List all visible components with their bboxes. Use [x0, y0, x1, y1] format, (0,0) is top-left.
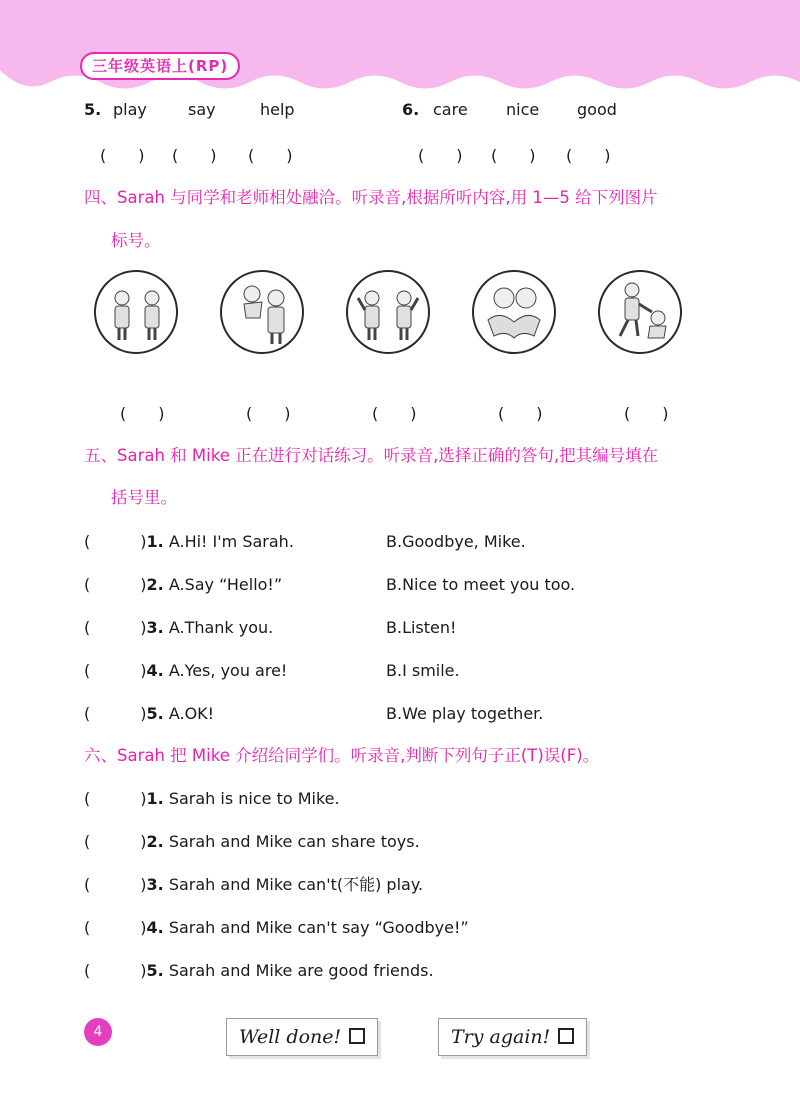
option-b: B.Listen! — [386, 618, 457, 637]
answer-paren[interactable]: ( ) — [498, 404, 543, 423]
try-again-label: Try again! — [451, 1026, 551, 1048]
section-five-title-line1: 五、Sarah 和 Mike 正在进行对话练习。听录音,选择正确的答句,把其编号填在 — [84, 446, 659, 465]
question-number: 5. — [84, 100, 102, 119]
well-done-label: Well done! — [239, 1026, 342, 1048]
statement: Sarah and Mike can't(不能) play. — [168, 875, 424, 894]
word: play — [113, 100, 147, 119]
open-bracket: ( — [84, 704, 91, 723]
section-four-title-line2: 标号。 — [111, 231, 161, 250]
checkbox-icon[interactable] — [349, 1028, 365, 1044]
answer-paren[interactable]: ( ) — [372, 404, 417, 423]
open-bracket: ( — [84, 918, 91, 937]
list-item — [84, 617, 457, 639]
list-item — [84, 574, 576, 596]
list-item — [84, 960, 434, 982]
open-bracket: ( — [84, 532, 91, 551]
close-bracket: ) — [140, 832, 147, 851]
kids-whispering-icon — [222, 272, 302, 352]
word: say — [188, 100, 216, 119]
open-bracket: ( — [84, 575, 91, 594]
close-bracket: ) — [140, 704, 147, 723]
grade-tag: 三年级英语上(RP) — [80, 52, 240, 80]
item-number: 3. — [146, 875, 164, 894]
open-bracket: ( — [84, 618, 91, 637]
option-a: A.Hi! I'm Sarah. — [168, 532, 294, 551]
item-number: 1. — [146, 532, 164, 551]
two-kids-standing-icon — [96, 272, 176, 352]
list-item — [84, 874, 423, 896]
checkbox-icon[interactable] — [558, 1028, 574, 1044]
close-bracket: ) — [140, 618, 147, 637]
answer-paren[interactable]: ( ) — [491, 146, 536, 165]
kids-sharing-book-icon — [474, 272, 554, 352]
answer-paren[interactable]: ( ) — [624, 404, 669, 423]
close-bracket: ) — [140, 661, 147, 680]
question-5 — [84, 100, 111, 119]
question-6 — [402, 100, 429, 119]
answer-paren[interactable]: ( ) — [172, 146, 217, 165]
item-number: 4. — [146, 918, 164, 937]
close-bracket: ) — [140, 918, 147, 937]
item-number: 2. — [146, 832, 164, 851]
option-b: B.We play together. — [386, 704, 544, 723]
question-number: 6. — [402, 100, 420, 119]
item-number: 2. — [146, 575, 164, 594]
list-item — [84, 703, 544, 725]
option-b: B.Goodbye, Mike. — [386, 532, 526, 551]
picture-5 — [598, 270, 682, 354]
option-b: B.I smile. — [386, 661, 460, 680]
list-item — [84, 660, 460, 682]
word: help — [260, 100, 295, 119]
picture-2 — [220, 270, 304, 354]
word: nice — [506, 100, 540, 119]
item-number: 5. — [146, 961, 164, 980]
option-a: A.Say “Hello!” — [168, 575, 283, 594]
picture-1 — [94, 270, 178, 354]
option-a: A.Yes, you are! — [168, 661, 288, 680]
section-four-title-line1: 四、Sarah 与同学和老师相处融洽。听录音,根据所听内容,用 1—5 给下列图片 — [84, 188, 658, 207]
section-five-title-line2: 括号里。 — [111, 488, 177, 507]
word: care — [433, 100, 468, 119]
open-bracket: ( — [84, 832, 91, 851]
answer-paren[interactable]: ( ) — [248, 146, 293, 165]
list-item — [84, 917, 469, 939]
close-bracket: ) — [140, 575, 147, 594]
page-number: 4 — [84, 1018, 112, 1046]
list-item — [84, 831, 420, 853]
item-number: 5. — [146, 704, 164, 723]
word: good — [577, 100, 617, 119]
open-bracket: ( — [84, 661, 91, 680]
list-item — [84, 788, 340, 810]
open-bracket: ( — [84, 789, 91, 808]
item-number: 4. — [146, 661, 164, 680]
answer-paren[interactable]: ( ) — [566, 146, 611, 165]
option-a: A.Thank you. — [168, 618, 274, 637]
item-number: 3. — [146, 618, 164, 637]
option-b: B.Nice to meet you too. — [386, 575, 576, 594]
open-bracket: ( — [84, 961, 91, 980]
statement: Sarah and Mike are good friends. — [168, 961, 434, 980]
option-a: A.OK! — [168, 704, 215, 723]
kid-helping-friend-icon — [600, 272, 680, 352]
item-number: 1. — [146, 789, 164, 808]
statement: Sarah and Mike can share toys. — [168, 832, 420, 851]
section-six-title: 六、Sarah 把 Mike 介绍给同学们。听录音,判断下列句子正(T)误(F)。 — [84, 746, 600, 765]
close-bracket: ) — [140, 961, 147, 980]
list-item — [84, 531, 526, 553]
statement: Sarah is nice to Mike. — [168, 789, 340, 808]
picture-3 — [346, 270, 430, 354]
picture-4 — [472, 270, 556, 354]
statement: Sarah and Mike can't say “Goodbye!” — [168, 918, 469, 937]
close-bracket: ) — [140, 532, 147, 551]
close-bracket: ) — [140, 875, 147, 894]
kids-waving-icon — [348, 272, 428, 352]
answer-paren[interactable]: ( ) — [100, 146, 145, 165]
try-again-stamp[interactable] — [438, 1018, 587, 1056]
well-done-stamp[interactable] — [226, 1018, 378, 1056]
open-bracket: ( — [84, 875, 91, 894]
close-bracket: ) — [140, 789, 147, 808]
answer-paren[interactable]: ( ) — [120, 404, 165, 423]
answer-paren[interactable]: ( ) — [246, 404, 291, 423]
answer-paren[interactable]: ( ) — [418, 146, 463, 165]
